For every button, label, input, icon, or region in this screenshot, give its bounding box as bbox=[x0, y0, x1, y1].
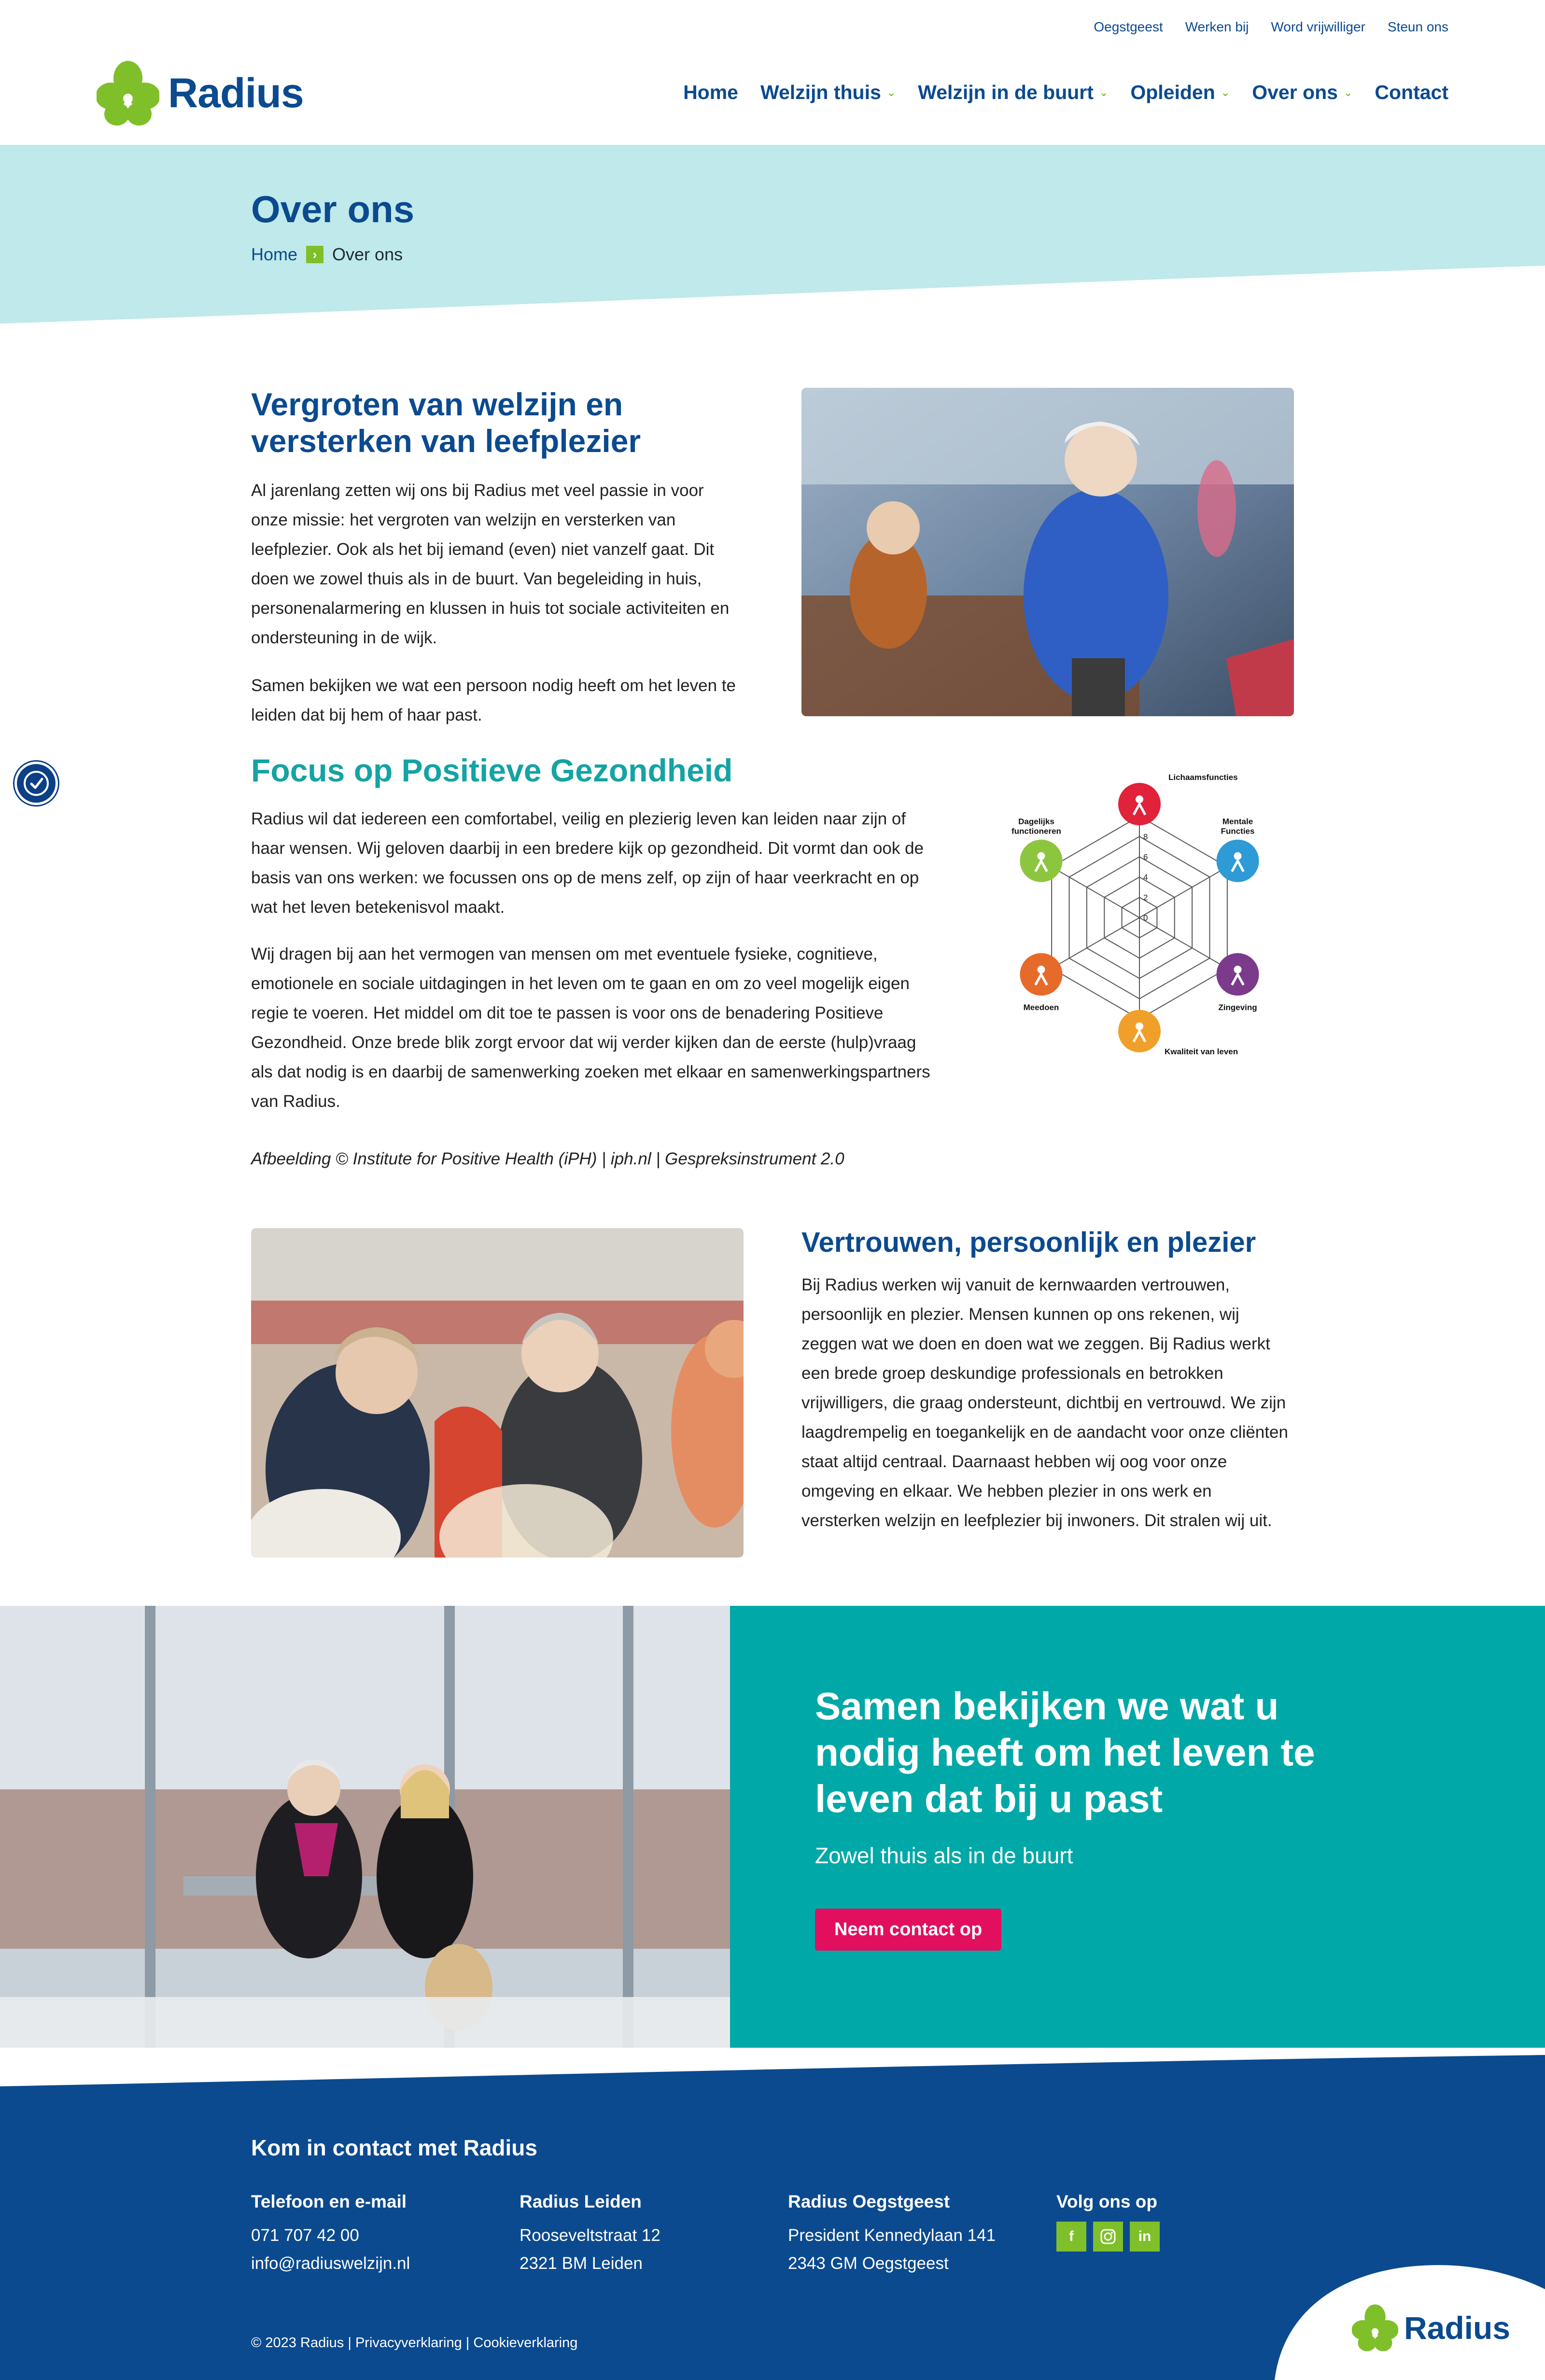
section-welzijn-text-2: Samen bekijken we wat een persoon nodig heeft om het leven te leiden dat bij hem of haar past. bbox=[251, 676, 736, 724]
contact-button[interactable]: Neem contact op bbox=[815, 1909, 1001, 1951]
clover-logo-icon bbox=[97, 60, 159, 127]
footer-logo[interactable] bbox=[1352, 2304, 1510, 2352]
chart-web bbox=[1052, 816, 1227, 1019]
hero-wave bbox=[0, 266, 1545, 324]
accessibility-icon bbox=[23, 770, 50, 797]
clover-logo-icon bbox=[1352, 2304, 1398, 2352]
social-links bbox=[1056, 2222, 1160, 2252]
nav-contact[interactable] bbox=[1375, 81, 1448, 104]
chart-axis bbox=[1052, 867, 1139, 918]
linkedin-icon[interactable]: in bbox=[1130, 2222, 1160, 2252]
section-vertrouwen-title: Vertrouwen, persoonlijk en plezier bbox=[801, 1227, 1256, 1258]
facebook-icon[interactable]: f bbox=[1056, 2222, 1086, 2252]
image-caption: Afbeelding © Institute for Positive Health (iPH) | iph.nl | Gespreksinstrument 2.0 bbox=[251, 1149, 844, 1168]
chevron-down-icon: ⌄ bbox=[886, 86, 896, 99]
photo-bus-stop bbox=[0, 1606, 730, 2055]
footer-address-line: 2321 BM Leiden bbox=[520, 2254, 643, 2273]
top-link-word-vrijwilliger[interactable]: Word vrijwilliger bbox=[1271, 19, 1365, 34]
footer bbox=[0, 2048, 1545, 2380]
cta-title: Samen bekijken we wat u nodig heeft om het leven te leven dat bij u past bbox=[815, 1685, 1315, 1820]
photo-group-women bbox=[251, 1228, 744, 1558]
cookie-link[interactable]: Cookieverklaring bbox=[473, 2335, 578, 2351]
footer-contact-col bbox=[251, 2188, 410, 2278]
breadcrumb bbox=[251, 244, 403, 265]
footer-title: Kom in contact met Radius bbox=[251, 2135, 537, 2160]
chart-label: Dagelijks bbox=[1018, 817, 1054, 826]
footer-leiden-col bbox=[520, 2188, 660, 2278]
instagram-icon[interactable] bbox=[1093, 2222, 1123, 2252]
privacy-link[interactable]: Privacyverklaring bbox=[355, 2335, 462, 2351]
main-nav bbox=[683, 81, 1448, 104]
footer-copyright: © 2023 Radius | Privacyverklaring | Cookieverklaring bbox=[251, 2335, 578, 2351]
chart-label: Meedoen bbox=[1023, 1003, 1059, 1012]
chart-label: Functies bbox=[1221, 826, 1255, 836]
nav-welzijn-in-de-buurt[interactable] bbox=[918, 81, 1108, 104]
chart-scale bbox=[1143, 812, 1152, 922]
footer-heading: Telefoon en e-mail bbox=[251, 2192, 407, 2211]
nav-label: Contact bbox=[1375, 81, 1448, 103]
chart-axis bbox=[1052, 918, 1139, 968]
top-link-werken-bij[interactable]: Werken bij bbox=[1185, 19, 1249, 34]
logo-text: Radius bbox=[168, 70, 304, 116]
footer-social-col bbox=[1056, 2188, 1160, 2252]
chevron-right-icon: › bbox=[306, 246, 323, 263]
chart-scale-label: 4 bbox=[1143, 873, 1148, 882]
chart-label: Mentale bbox=[1222, 817, 1253, 826]
breadcrumb-home[interactable]: Home bbox=[251, 244, 298, 264]
chart-label: Zingeving bbox=[1218, 1003, 1257, 1012]
site-logo[interactable] bbox=[97, 60, 304, 127]
footer-phone[interactable]: 071 707 42 00 bbox=[251, 2226, 359, 2245]
footer-logo-text: Radius bbox=[1404, 2310, 1511, 2346]
chart-label: Lichaamsfuncties bbox=[1168, 773, 1238, 782]
chart-scale-label: 0 bbox=[1143, 913, 1148, 922]
footer-oegstgeest-col bbox=[788, 2188, 996, 2278]
positive-health-chart bbox=[985, 751, 1294, 1084]
nav-over-ons[interactable] bbox=[1252, 81, 1352, 104]
top-link-steun-ons[interactable]: Steun ons bbox=[1387, 19, 1448, 34]
chart-scale-label: 2 bbox=[1143, 893, 1148, 902]
chart-axis bbox=[1139, 918, 1227, 968]
footer-heading: Radius Leiden bbox=[520, 2192, 642, 2211]
cta-panel bbox=[730, 1606, 1545, 2055]
nav-label: Welzijn thuis bbox=[760, 81, 881, 103]
section-gezondheid-text-2: Wij dragen bij aan het vermogen van mensen om met eventuele fysieke, cognitieve, emotionele en sociale uitdagingen in het leven om te gaan en om zo veel mogelijk eigen regie te voeren. Het middel om dit toe te passen is voor ons de benadering Positieve Gezondheid. Onze brede blik zorgt ervoor dat wij verder kijken dan de eerste (hulp)vraag als dat nodig is en daarbij de samenwerking zoeken met elkaar en samenwerkingspartners van Radius. bbox=[251, 945, 930, 1111]
chart-label: Kwaliteit van leven bbox=[1165, 1047, 1238, 1056]
section-welzijn-title: Vergroten van welzijn en versterken van leefplezier bbox=[251, 386, 641, 459]
chevron-down-icon: ⌄ bbox=[1343, 86, 1353, 99]
chart-scale-label: 8 bbox=[1143, 832, 1148, 841]
chart-scale-label: 6 bbox=[1143, 852, 1148, 862]
photo-dancing-woman bbox=[801, 388, 1294, 716]
top-link-oegstgeest[interactable]: Oegstgeest bbox=[1094, 19, 1163, 34]
footer-address-line: President Kennedylaan 141 bbox=[788, 2226, 996, 2245]
top-links bbox=[1094, 19, 1448, 35]
chart-label: functioneren bbox=[1011, 826, 1061, 836]
chart-axis bbox=[1139, 867, 1227, 918]
footer-email[interactable]: info@radiuswelzijn.nl bbox=[251, 2254, 410, 2273]
nav-label: Welzijn in de buurt bbox=[918, 81, 1094, 103]
section-vertrouwen-text: Bij Radius werken wij vanuit de kernwaarden vertrouwen, persoonlijk en plezier. Mensen kunnen op ons rekenen, wij zeggen wat we doen en doen wat we zeggen. Bij Radius werkt een brede groep deskundige professionals en betrokken vrijwilligers, die graag ondersteunt, dichtbij en vertrouwd. We zijn laagdrempelig en toegankelijk en de aandacht voor onze cliënten staat altijd centraal. Daarnaast hebben wij oog voor onze omgeving en elkaar. We hebben plezier in ons werk en versterken welzijn en leefplezier bij inwoners. Dit stralen wij uit. bbox=[801, 1275, 1288, 1530]
nav-opleiden[interactable] bbox=[1130, 81, 1230, 104]
nav-welzijn-thuis[interactable] bbox=[760, 81, 896, 104]
section-welzijn-text-1: Al jarenlang zetten wij ons bij Radius met veel passie in voor onze missie: het vergroten van welzijn en versterken van leefplezier. Ook als het bij iemand (even) niet vanzelf gaat. Dit doen we zowel thuis als in de buurt. Van begeleiding in huis, personenalarmering en klussen in huis tot sociale activiteiten en ondersteuning in de wijk. bbox=[251, 481, 730, 647]
section-gezondheid-text-1: Radius wil dat iedereen een comfortabel, veilig en plezierig leven kan leiden naar zijn of haar wensen. Wij geloven daarbij in een bredere kijk op gezondheid. Dit vormt dan ook de basis van ons werken: we focussen ons op de mens zelf, op zijn of haar veerkracht en op wat het leven betekenisvol maakt. bbox=[251, 809, 924, 917]
cta-subtitle: Zowel thuis als in de buurt bbox=[815, 1843, 1073, 1868]
chevron-down-icon: ⌄ bbox=[1221, 86, 1230, 99]
footer-heading: Volg ons op bbox=[1056, 2192, 1157, 2211]
page-title: Over ons bbox=[251, 188, 415, 230]
chevron-down-icon: ⌄ bbox=[1099, 86, 1109, 99]
section-gezondheid-title: Focus op Positieve Gezondheid bbox=[251, 752, 733, 788]
nav-label: Opleiden bbox=[1130, 81, 1215, 103]
footer-wave bbox=[0, 2048, 1545, 2086]
footer-heading: Radius Oegstgeest bbox=[788, 2192, 950, 2211]
nav-label: Home bbox=[683, 81, 738, 103]
page-hero bbox=[0, 145, 1545, 324]
nav-home[interactable] bbox=[683, 81, 738, 104]
footer-address-line: 2343 GM Oegstgeest bbox=[788, 2254, 949, 2273]
copyright-text: © 2023 Radius bbox=[251, 2335, 344, 2351]
breadcrumb-current: Over ons bbox=[332, 244, 403, 264]
accessibility-button[interactable] bbox=[14, 762, 58, 805]
footer-address-line: Rooseveltstraat 12 bbox=[520, 2226, 660, 2245]
nav-label: Over ons bbox=[1252, 81, 1338, 103]
